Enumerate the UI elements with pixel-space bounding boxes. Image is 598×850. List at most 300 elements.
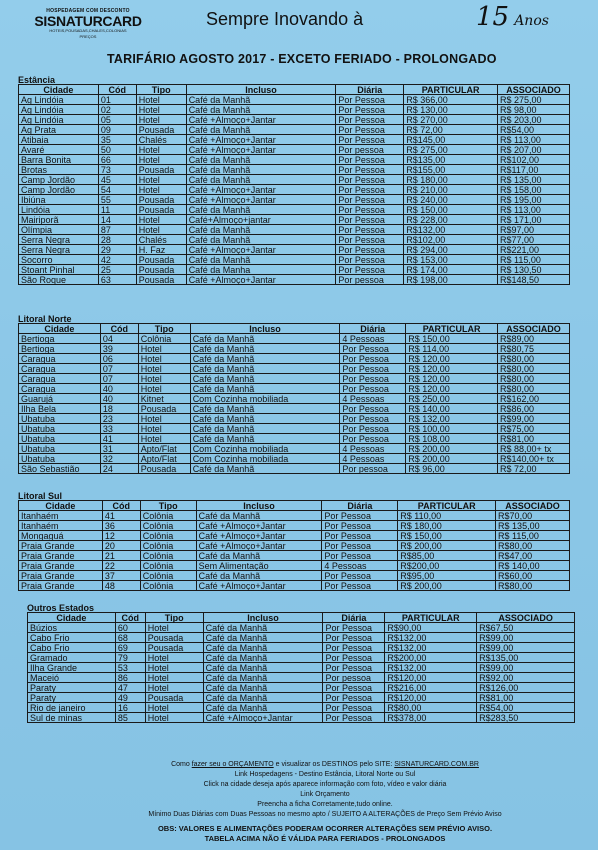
cell-cod: 73 [98,165,136,175]
cell-tipo: Pousada [145,633,203,643]
cell-incluso: Café da Manhã [186,205,336,215]
table-row [19,155,570,165]
cell-diaria: Por Pessoa [336,265,404,275]
cell-cidade: Ilha Grande [28,663,116,673]
column-header-incluso: Incluso [203,613,323,623]
cell-tipo: Hotel [138,384,190,394]
cell-associado: R$ 98,00 [498,105,570,115]
cell-incluso: Café +Almoço+Jantar [196,581,322,591]
cell-cod: 54 [98,185,136,195]
cell-cidade: Gramado [28,653,116,663]
footer-line-6: Mínimo Duas Diárias com Duas Pessoas no mesmo apto / SUJEITO A ALTERAÇÕES de Preço Sem Prévio Aviso [148,811,502,818]
cell-diaria: Por Pessoa [336,235,404,245]
cell-diaria: 4 Pessoas [322,561,398,571]
cell-diaria: Por Pessoa [336,175,404,185]
site-link[interactable]: SISNATURCARD.COM.BR [394,761,479,768]
cell-particular: R$200,00 [398,561,496,571]
cell-tipo: Pousada [136,205,186,215]
anniversary-badge [476,2,549,32]
cell-associado: R$135,00 [477,653,575,663]
cell-cidade: Ag Prata [19,125,99,135]
cell-incluso: Sem Alimentação [196,561,322,571]
column-header-associado: ASSOCIADO [477,613,575,623]
headline: Sempre Inovando à [206,9,364,29]
cell-particular: R$ 200,00 [406,454,498,464]
table-row [19,344,570,354]
cell-incluso: Café da Manhã [203,623,323,633]
cell-tipo: Hotel [145,703,203,713]
cell-incluso: Café da Manhã [186,105,336,115]
cell-incluso: Café da Manhã [186,255,336,265]
table-row [19,215,570,225]
cell-diaria: Por Pessoa [340,384,406,394]
cell-diaria: Por Pessoa [336,155,404,165]
cell-cod: 18 [100,404,138,414]
cell-associado: R$54,00 [498,125,570,135]
table-row [19,125,570,135]
cell-tipo: Hotel [145,673,203,683]
cell-diaria: Por Pessoa [336,255,404,265]
cell-incluso: Café da Manhã [190,374,340,384]
cell-incluso: Café +Almoço+Jantar [186,185,336,195]
cell-tipo: Hotel [136,175,186,185]
cell-incluso: Café +Almoço+Jantar [186,135,336,145]
cell-associado: R$ 158,00 [498,185,570,195]
cell-diaria: 4 Pessoas [340,394,406,404]
cell-tipo: Colônia [138,334,190,344]
tariff-table [18,323,570,474]
cell-incluso: Café da Manhã [190,464,340,474]
cell-cidade: Serra Negra [19,235,99,245]
table-row [19,511,570,521]
cell-tipo: Pousada [145,693,203,703]
cell-tipo: Pousada [136,265,186,275]
cell-associado: R$99,00 [498,414,570,424]
cell-cod: 36 [102,521,140,531]
cell-diaria: Por Pessoa [322,551,398,561]
cell-incluso: Café da Manhã [203,703,323,713]
table-row [19,195,570,205]
cell-associado: R$102,00 [498,155,570,165]
table-header [28,613,575,623]
cell-associado: R$ 195,00 [498,195,570,205]
quote-link[interactable]: fazer seu o ORÇAMENTO [191,761,274,768]
cell-diaria: Por Pessoa [323,633,385,643]
cell-associado: R$80,00 [498,354,570,364]
cell-incluso: Café da Manhã [196,511,322,521]
cell-tipo: Hotel [136,115,186,125]
cell-cod: 05 [98,115,136,125]
cell-associado: R$ 115,00 [498,255,570,265]
table-row [19,165,570,175]
column-header-incluso: Incluso [186,85,336,95]
cell-incluso: Café da Manhã [190,414,340,424]
table-row [19,464,570,474]
logo-tagline: HOSPEDAGEM COM DESCONTO [46,8,130,14]
cell-incluso: Café da Manhã [190,424,340,434]
cell-cidade: Caragua [19,354,101,364]
cell-associado: R$60,00 [496,571,570,581]
cell-cod: 07 [100,364,138,374]
cell-cod: 87 [98,225,136,235]
cell-cidade: Brotas [19,165,99,175]
cell-cod: 23 [100,414,138,424]
column-header-particular: PARTICULAR [398,501,496,511]
cell-particular: R$80,00 [385,703,477,713]
table-row [19,255,570,265]
cell-incluso: Café +Almoço+Jantar [186,115,336,125]
cell-diaria: Por Pessoa [336,135,404,145]
cell-cod: 63 [98,275,136,285]
cell-tipo: Hotel [145,713,203,723]
cell-associado: R$67,50 [477,623,575,633]
cell-diaria: Por Pessoa [336,165,404,175]
cell-associado: R$86,00 [498,404,570,414]
cell-cidade: Itanhaém [19,511,103,521]
cell-cod: 24 [100,464,138,474]
cell-cod: 33 [100,424,138,434]
cell-incluso: Café da Manhã [203,643,323,653]
cell-cod: 06 [100,354,138,364]
cell-cidade: Cabo Frio [28,633,116,643]
cell-incluso: Café da Manha [186,265,336,275]
cell-diaria: Por Pessoa [336,125,404,135]
cell-particular: R$ 153,00 [404,255,498,265]
cell-incluso: Café da Manhã [190,434,340,444]
cell-particular: R$ 240,00 [404,195,498,205]
cell-tipo: Hotel [138,414,190,424]
cell-diaria: Por Pessoa [323,653,385,663]
cell-diaria: Por pessoa [323,673,385,683]
cell-tipo: Chalés [136,235,186,245]
cell-particular: R$378,00 [385,713,477,723]
cell-cidade: Búzios [28,623,116,633]
cell-particular: R$132,00 [385,633,477,643]
table-row [19,414,570,424]
column-header-cod: Cód [102,501,140,511]
column-header-incluso: Incluso [196,501,322,511]
cell-incluso: Café da Manhã [186,95,336,105]
cell-tipo: Hotel [136,155,186,165]
cell-diaria: 4 Pessoas [340,334,406,344]
cell-particular: R$ 130,00 [404,105,498,115]
cell-particular: R$120,00 [385,673,477,683]
cell-diaria: Por pessoa [336,275,404,285]
cell-diaria: Por Pessoa [340,404,406,414]
cell-associado: R$99,00 [477,643,575,653]
cell-incluso: Café da Manhã [196,551,322,561]
cell-tipo: Hotel [136,225,186,235]
cell-diaria: Por Pessoa [340,354,406,364]
cell-incluso: Café da Manhã [203,663,323,673]
cell-incluso: Café da Manhã [186,175,336,185]
cell-associado: R$ 275,00 [498,95,570,105]
cell-associado: R$99,00 [477,663,575,673]
cell-diaria: Por Pessoa [336,105,404,115]
cell-cod: 16 [115,703,145,713]
cell-cidade: Mongaguá [19,531,103,541]
cell-diaria: Por Pessoa [336,185,404,195]
cell-tipo: Hotel [138,364,190,374]
cell-cidade: Paraty [28,683,116,693]
cell-particular: R$200,00 [385,653,477,663]
table-row [19,245,570,255]
cell-cod: 25 [98,265,136,275]
table-row [19,145,570,155]
cell-particular: R$ 96,00 [406,464,498,474]
footer-notice-2: TABELA ACIMA NÃO É VÁLIDA PARA FERIADOS - PROLONGADOS [204,834,446,843]
cell-associado: R$283,50 [477,713,575,723]
column-header-cod: Cód [98,85,136,95]
cell-incluso: Café da Manhã [190,354,340,364]
cell-associado: R$77,00 [498,235,570,245]
cell-diaria: Por Pessoa [323,713,385,723]
cell-tipo: Hotel [136,215,186,225]
cell-associado: R$117,00 [498,165,570,175]
cell-particular: R$ 120,00 [406,374,498,384]
footer [90,760,560,844]
cell-particular: R$135,00 [404,155,498,165]
table-row [19,571,570,581]
cell-diaria: Por Pessoa [323,693,385,703]
cell-diaria: Por Pessoa [323,703,385,713]
cell-particular: R$ 180,00 [398,521,496,531]
cell-cod: 11 [98,205,136,215]
column-header-diaria: Diária [323,613,385,623]
cell-cidade: Mairiporã [19,215,99,225]
table-row [19,205,570,215]
section-title: Litoral Norte [18,314,72,324]
cell-associado: R$148,50 [498,275,570,285]
table-row [19,364,570,374]
column-header-cod: Cód [100,324,138,334]
table-row [19,185,570,195]
cell-associado: R$47,00 [496,551,570,561]
table-row [19,521,570,531]
table-row [19,454,570,464]
cell-particular: R$ 228,00 [404,215,498,225]
cell-diaria: Por Pessoa [323,623,385,633]
cell-tipo: Pousada [136,275,186,285]
cell-cod: 86 [115,673,145,683]
cell-associado: R$221,00 [498,245,570,255]
table-row [19,354,570,364]
cell-incluso: Café da Manhã [203,693,323,703]
cell-tipo: Hotel [136,105,186,115]
footer-line-1 [90,760,560,770]
column-header-associado: ASSOCIADO [498,85,570,95]
cell-particular: R$145,00 [404,135,498,145]
cell-associado: R$ 203,00 [498,115,570,125]
cell-associado: R$ 171,00 [498,215,570,225]
column-header-diaria: Diária [322,501,398,511]
table-row [19,444,570,454]
cell-cidade: Cabo Frio [28,643,116,653]
cell-tipo: Colônia [140,551,196,561]
column-header-cidade: Cidade [28,613,116,623]
cell-cidade: Ag Lindóia [19,105,99,115]
cell-associado: R$ 113,00 [498,205,570,215]
cell-cod: 37 [102,571,140,581]
cell-cod: 20 [102,541,140,551]
cell-cidade: Ag Lindóia [19,95,99,105]
cell-tipo: Hotel [136,145,186,155]
cell-associado: R$ 115,00 [496,531,570,541]
cell-cidade: São Roque [19,275,99,285]
cell-incluso: Café da Manhã [203,673,323,683]
table-row [19,551,570,561]
cell-cidade: Ubatuba [19,424,101,434]
cell-cod: 85 [115,713,145,723]
table-row [19,531,570,541]
cell-associado: R$ 207,00 [498,145,570,155]
cell-cod: 22 [102,561,140,571]
cell-associado: R$ 88,00+ tx [498,444,570,454]
table-row [19,334,570,344]
cell-associado: R$70,00 [496,511,570,521]
cell-incluso: Café da Manhã [186,155,336,165]
cell-diaria: Por pessoa [336,145,404,155]
cell-tipo: Colônia [140,571,196,581]
cell-incluso: Café +Almoço+Jantar [186,245,336,255]
table-row [19,135,570,145]
cell-cidade: Caragua [19,374,101,384]
cell-associado: R$ 113,00 [498,135,570,145]
cell-particular: R$120,00 [385,693,477,703]
cell-particular: R$ 120,00 [406,354,498,364]
column-header-cidade: Cidade [19,85,99,95]
cell-cidade: Praia Grande [19,571,103,581]
cell-cidade: Sul de minas [28,713,116,723]
cell-diaria: 4 Pessoas [340,444,406,454]
cell-cod: 60 [115,623,145,633]
cell-incluso: Café +Almoço+Jantar [186,275,336,285]
cell-cod: 35 [98,135,136,145]
column-header-incluso: Incluso [190,324,340,334]
cell-associado: R$ 72,00 [498,464,570,474]
cell-cidade: Ubatuba [19,454,101,464]
cell-tipo: Hotel [138,424,190,434]
cell-cod: 42 [98,255,136,265]
cell-associado: R$81,00 [498,434,570,444]
cell-diaria: Por Pessoa [322,511,398,521]
cell-diaria: Por Pessoa [322,571,398,581]
cell-associado: R$80,00 [496,541,570,551]
cell-cod: 53 [115,663,145,673]
cell-particular: R$ 294,00 [404,245,498,255]
cell-associado: R$80,00 [498,364,570,374]
footer-line-5: Preencha a ficha Corretamente,tudo online. [257,801,393,808]
section-title: Estância [18,75,56,85]
anniversary-number: 15 [476,2,510,32]
cell-diaria: Por Pessoa [340,424,406,434]
footer-line-2: Link Hospedagens - Destino Estância, Litoral Norte ou Sul [234,771,416,778]
cell-incluso: Café da Manhã [203,633,323,643]
cell-incluso: Com Cozinha mobiliada [190,454,340,464]
cell-cod: 04 [100,334,138,344]
table-header [19,501,570,511]
cell-tipo: H. Faz [136,245,186,255]
cell-cod: 21 [102,551,140,561]
cell-tipo: Kitnet [138,394,190,404]
cell-incluso: Café da Manhã [196,571,322,581]
table-row [19,581,570,591]
column-header-tipo: Tipo [145,613,203,623]
table-row [28,673,575,683]
cell-particular: R$ 270,00 [404,115,498,125]
cell-incluso: Café da Manhã [186,235,336,245]
cell-cidade: Ilha Bela [19,404,101,414]
cell-tipo: Pousada [138,404,190,414]
cell-particular: R$ 180,00 [404,175,498,185]
cell-tipo: Colônia [140,541,196,551]
table-row [19,235,570,245]
cell-particular: R$132,00 [385,643,477,653]
cell-diaria: Por Pessoa [340,414,406,424]
cell-incluso: Café da Manhã [190,334,340,344]
cell-cod: 79 [115,653,145,663]
cell-diaria: Por Pessoa [323,663,385,673]
table-row [28,633,575,643]
table-row [19,434,570,444]
column-header-associado: ASSOCIADO [498,324,570,334]
cell-associado: R$80,00 [498,374,570,384]
cell-cidade: Ibiúna [19,195,99,205]
cell-incluso: Café +Almoço+Jantar [203,713,323,723]
cell-particular: R$ 200,00 [406,444,498,454]
table-row [19,541,570,551]
cell-incluso: Café da Manhã [186,225,336,235]
cell-incluso: Café da Manhã [190,384,340,394]
cell-cod: 14 [98,215,136,225]
tariff-table [18,84,570,285]
cell-associado: R$75,00 [498,424,570,434]
cell-diaria: Por Pessoa [323,643,385,653]
cell-incluso: Café da Manhã [203,683,323,693]
cell-diaria: 4 Pessoas [340,454,406,464]
cell-tipo: Colônia [140,561,196,571]
cell-diaria: Por Pessoa [336,245,404,255]
cell-particular: R$102,00 [404,235,498,245]
cell-incluso: Café da Manhã [190,344,340,354]
cell-diaria: Por Pessoa [322,581,398,591]
cell-tipo: Hotel [136,185,186,195]
cell-cod: 45 [98,175,136,185]
table-row [19,424,570,434]
cell-particular: R$ 132,00 [406,414,498,424]
cell-diaria: Por Pessoa [340,374,406,384]
table-row [28,713,575,723]
column-header-particular: PARTICULAR [406,324,498,334]
cell-cidade: Camp Jordão [19,175,99,185]
cell-cod: 50 [98,145,136,155]
cell-associado: R$97,00 [498,225,570,235]
cell-particular: R$132,00 [404,225,498,235]
cell-diaria: Por Pessoa [340,364,406,374]
cell-incluso: Café da Manhã [186,165,336,175]
cell-tipo: Hotel [138,354,190,364]
cell-cidade: Praia Grande [19,581,103,591]
cell-incluso: Café da Manhã [190,364,340,374]
cell-cidade: Paraty [28,693,116,703]
cell-particular: R$ 72,00 [404,125,498,135]
cell-particular: R$ 200,00 [398,581,496,591]
cell-diaria: Por Pessoa [336,215,404,225]
cell-incluso: Café +Almoço+Jantar [196,531,322,541]
cell-particular: R$ 275,00 [404,145,498,155]
cell-incluso: Café +Almoço+Jantar [196,541,322,551]
cell-diaria: Por Pessoa [322,521,398,531]
